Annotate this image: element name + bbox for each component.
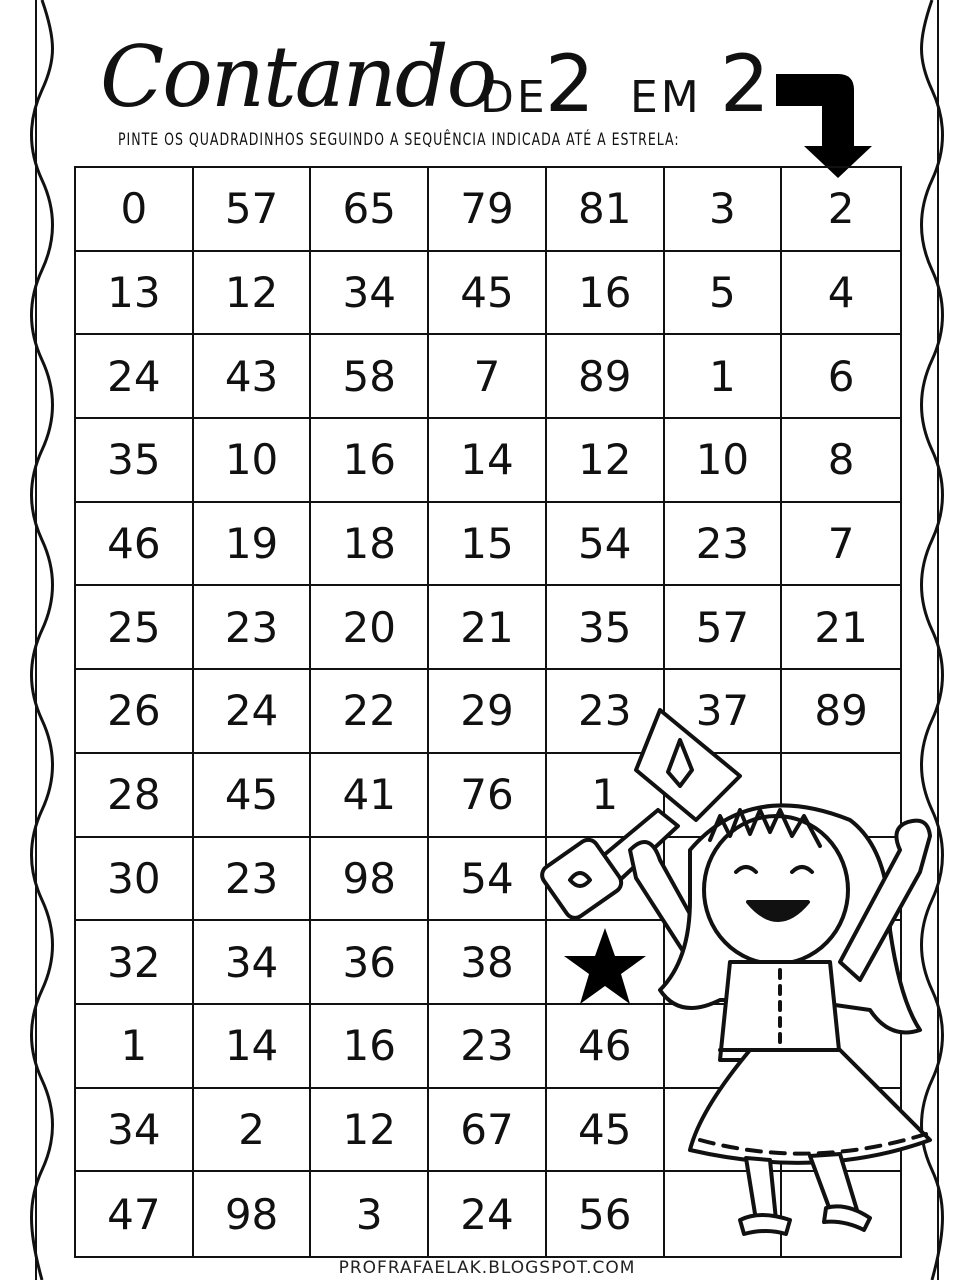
grid-cell[interactable]: 7 — [429, 335, 547, 419]
grid-cell[interactable]: 35 — [76, 419, 194, 503]
grid-cell[interactable]: 79 — [429, 168, 547, 252]
grid-cell[interactable]: 34 — [311, 252, 429, 336]
grid-cell[interactable]: 14 — [429, 419, 547, 503]
grid-cell[interactable]: 21 — [429, 586, 547, 670]
grid-cell[interactable]: 1 — [547, 754, 665, 838]
grid-cell[interactable]: 25 — [76, 586, 194, 670]
grid-cell[interactable]: 13 — [76, 252, 194, 336]
grid-cell[interactable]: 5 — [665, 252, 783, 336]
grid-cell[interactable]: 1 — [76, 1005, 194, 1089]
grid-cell[interactable]: 36 — [311, 921, 429, 1005]
grid-cell[interactable]: 19 — [194, 503, 312, 587]
grid-cell[interactable]: 12 — [547, 419, 665, 503]
grid-cell[interactable]: 58 — [311, 335, 429, 419]
grid-cell[interactable]: 57 — [665, 586, 783, 670]
grid-cell[interactable]: 28 — [76, 754, 194, 838]
grid-cell[interactable]: 12 — [311, 1089, 429, 1173]
grid-cell[interactable]: 65 — [311, 168, 429, 252]
grid-cell[interactable]: 81 — [547, 168, 665, 252]
title-em: EM — [630, 72, 702, 123]
instruction-text: PINTE OS QUADRADINHOS SEGUINDO A SEQUÊNCIA INDICADA ATÉ A ESTRELA: — [118, 130, 680, 150]
grid-cell[interactable]: 15 — [429, 503, 547, 587]
grid-cell[interactable]: 2 — [194, 1089, 312, 1173]
grid-cell[interactable]: 47 — [76, 1172, 194, 1256]
grid-cell[interactable]: 98 — [311, 838, 429, 922]
title-number-1: 2 — [545, 40, 595, 130]
grid-cell[interactable]: 29 — [429, 670, 547, 754]
grid-cell[interactable]: 3 — [665, 168, 783, 252]
grid-cell[interactable]: 37 — [665, 670, 783, 754]
grid-cell[interactable]: 8 — [782, 419, 900, 503]
title-de: DE — [480, 72, 548, 123]
grid-cell[interactable]: 20 — [311, 586, 429, 670]
grid-cell[interactable]: 30 — [76, 838, 194, 922]
grid-cell[interactable]: 41 — [311, 754, 429, 838]
grid-cell[interactable]: 46 — [547, 1005, 665, 1089]
grid-cell[interactable]: 23 — [194, 838, 312, 922]
title-number-2: 2 — [720, 40, 770, 130]
grid-cell[interactable]: 46 — [76, 503, 194, 587]
footer-url: PROFRAFAELAK.BLOGSPOT.COM — [338, 1258, 636, 1278]
grid-cell[interactable]: 45 — [429, 252, 547, 336]
grid-cell[interactable]: 34 — [194, 921, 312, 1005]
grid-cell[interactable]: 43 — [194, 335, 312, 419]
grid-cell[interactable]: 2 — [782, 168, 900, 252]
grid-cell[interactable]: 76 — [429, 754, 547, 838]
grid-cell[interactable]: 32 — [76, 921, 194, 1005]
grid-cell[interactable]: 89 — [547, 335, 665, 419]
star-icon — [562, 926, 648, 1006]
grid-cell[interactable]: 54 — [429, 838, 547, 922]
grid-cell[interactable]: 0 — [76, 168, 194, 252]
grid-cell[interactable]: 10 — [665, 419, 783, 503]
grid-cell[interactable]: 21 — [782, 586, 900, 670]
grid-cell[interactable]: 12 — [194, 252, 312, 336]
grid-cell[interactable]: 7 — [782, 503, 900, 587]
grid-cell[interactable]: 16 — [311, 1005, 429, 1089]
grid-cell[interactable]: 23 — [665, 503, 783, 587]
left-wavy-border — [28, 0, 64, 1280]
grid-cell[interactable]: 16 — [311, 419, 429, 503]
grid-cell[interactable]: 26 — [76, 670, 194, 754]
grid-cell[interactable]: 23 — [194, 586, 312, 670]
grid-cell[interactable]: 16 — [547, 252, 665, 336]
grid-cell[interactable]: 89 — [782, 670, 900, 754]
grid-cell[interactable]: 1 — [665, 335, 783, 419]
grid-cell[interactable]: 18 — [311, 503, 429, 587]
grid-cell[interactable]: 45 — [194, 754, 312, 838]
grid-cell[interactable]: 10 — [194, 419, 312, 503]
grid-cell[interactable]: 22 — [311, 670, 429, 754]
grid-cell[interactable]: 35 — [547, 586, 665, 670]
grid-cell[interactable]: 14 — [194, 1005, 312, 1089]
grid-cell[interactable]: 34 — [76, 1089, 194, 1173]
grid-cell[interactable]: 24 — [76, 335, 194, 419]
grid-cell[interactable]: 67 — [429, 1089, 547, 1173]
grid-cell[interactable]: 45 — [547, 1089, 665, 1173]
grid-cell[interactable]: 57 — [194, 168, 312, 252]
title-script-word: Contando — [100, 28, 496, 126]
grid-cell[interactable]: 38 — [429, 921, 547, 1005]
arrow-right-down-icon — [770, 56, 890, 181]
grid-cell[interactable]: 4 — [782, 252, 900, 336]
grid-cell[interactable]: 23 — [429, 1005, 547, 1089]
grid-cell[interactable]: 24 — [194, 670, 312, 754]
grid-cell[interactable]: 6 — [782, 335, 900, 419]
grid-cell[interactable]: 24 — [429, 1172, 547, 1256]
grid-cell[interactable]: 54 — [547, 503, 665, 587]
grid-cell[interactable]: 56 — [547, 1172, 665, 1256]
grid-cell[interactable]: 23 — [547, 670, 665, 754]
grid-cell[interactable]: 98 — [194, 1172, 312, 1256]
grid-cell[interactable]: 3 — [311, 1172, 429, 1256]
